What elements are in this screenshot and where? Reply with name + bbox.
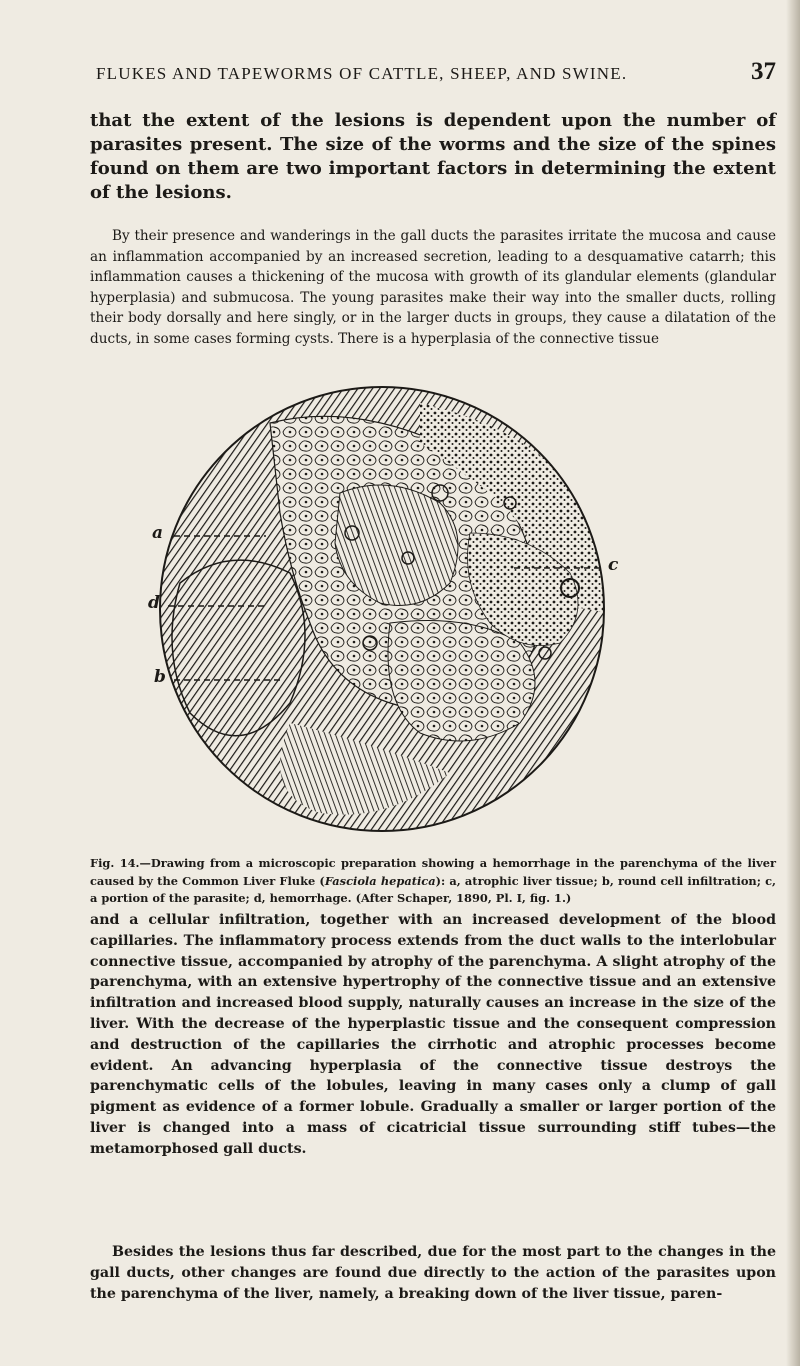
caption-lead: Fig. 14.—Drawing from a microscopic preparation showing a hemorrhage in the parenchyma of the liver caused by the Common Liver Fluke ( xyxy=(90,856,776,888)
figure-label-a: a xyxy=(152,523,164,543)
figure-label-b: b xyxy=(154,667,166,687)
figure-caption xyxy=(90,855,776,908)
caption-species: Fasciola hepatica xyxy=(324,873,436,888)
micrograph-illustration xyxy=(90,383,776,833)
page-number: 37 xyxy=(751,58,776,85)
paragraph-body-1: By their presence and wanderings in the gall ducts the parasites irritate the mucosa and cause an inflammation accompanied by an increased secretion, leading to a desquamative catarrh; this inflammation causes a thickening of the mucosa with growth of its glandular elements (glandular hyperplasia) and submucosa. The young parasites make their way into the smaller ducts, rolling their body dorsally and here singly, or in the larger ducts in groups, they cause a dilatation of the ducts, in some cases forming cysts. There is a hyperplasia of the connective tissue xyxy=(90,228,776,347)
caption-tail: ): a, atrophic liver tissue; b, round cell infiltration; c, a portion of the parasite; d, hemorrhage. (After Schaper, 1890, Pl. I, fig. 1.) xyxy=(90,873,776,905)
figure-14 xyxy=(90,383,776,833)
paragraph-lead: that the extent of the lesions is dependent upon the number of parasites present. The size of the worms and the size of the spines found on them are two important factors in determining the extent of the lesions. xyxy=(90,110,776,203)
paragraph-body-2: and a cellular infiltration, together with an increased development of the blood capillaries. The inflammatory process extends from the duct walls to the interlobular connective tissue, accompanied by atrophy of the parenchyma. A slight atrophy of the parenchyma, with an extensive hypertrophy of the connective tissue and an extensive infiltration and increased blood supply, naturally causes an increase in the size of the liver. With the decrease of the hyperplastic tissue and the consequent compression and destruction of the capillaries the cirrhotic and atrophic processes become evident. An advancing hyperplasia of the connective tissue destroys the parenchymatic cells of the lobules, leaving in many cases only a clump of gall pigment as evidence of a former lobule. Gradually a smaller or larger portion of the liver is changed into a mass of cicatricial tissue surrounding stiff tubes—the metamorphosed gall ducts. xyxy=(90,912,776,1157)
figure-label-d: d xyxy=(148,593,160,613)
page-edge-shadow xyxy=(786,0,800,1366)
paragraph-body-3: Besides the lesions thus far described, due for the most part to the changes in the gall ducts, other changes are found due directly to the action of the parasites upon the parenchyma of the liver, namely, a breaking down of the liver tissue, paren- xyxy=(90,1244,776,1302)
figure-label-c: c xyxy=(608,555,619,575)
running-title: FLUKES AND TAPEWORMS OF CATTLE, SHEEP, AND SWINE. xyxy=(96,64,628,83)
